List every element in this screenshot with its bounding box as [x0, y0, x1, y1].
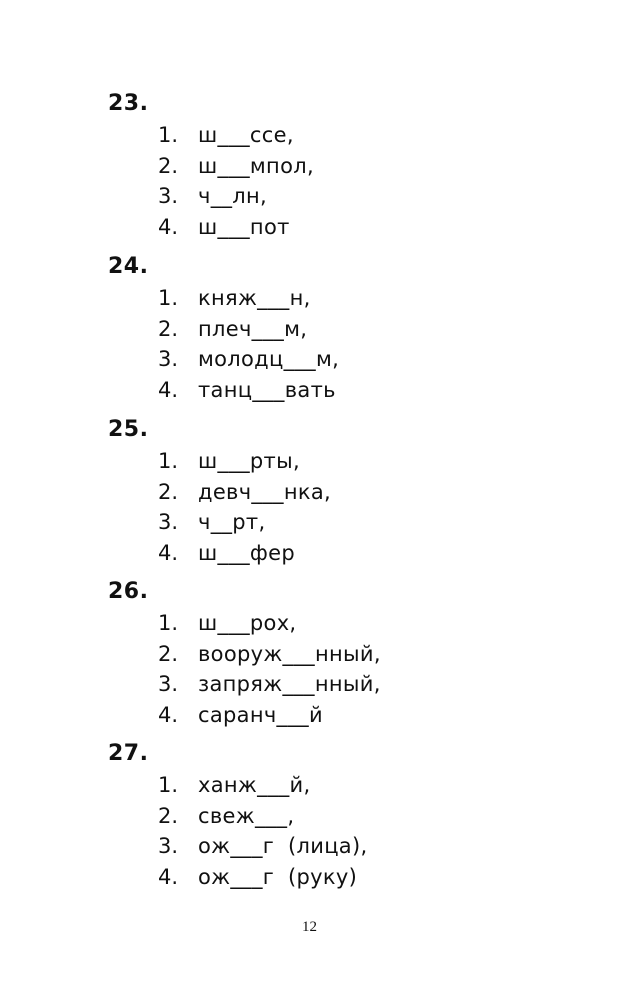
option-text: княж___н,: [198, 286, 311, 310]
option-text: ш___рты,: [198, 449, 300, 473]
option-text: молодц___м,: [198, 347, 340, 371]
option-text: свеж___,: [198, 803, 295, 828]
answer-option: [158, 283, 339, 314]
option-text: ож___г (руку): [198, 864, 358, 889]
page-number: 12: [302, 919, 317, 935]
answer-option: [158, 375, 339, 406]
option-text: ш___ссе,: [198, 123, 294, 147]
option-text: ш___мпол,: [198, 153, 314, 178]
option-number: 2.: [158, 803, 179, 828]
answer-option: [158, 608, 381, 639]
answer-options: [158, 608, 381, 730]
option-text: саранч___й: [198, 702, 323, 727]
answer-option: [158, 181, 314, 212]
answer-option: [158, 801, 367, 832]
answer-options: [158, 283, 339, 405]
option-number: 1.: [158, 286, 179, 310]
option-number: 3.: [158, 347, 179, 371]
answer-option: [158, 477, 331, 508]
option-text: плеч___м,: [198, 316, 308, 341]
exercise-number: 23.: [108, 91, 149, 116]
option-number: 3.: [158, 184, 179, 208]
answer-option: [158, 151, 314, 182]
option-text: ож___г (лица),: [198, 834, 368, 858]
option-text: танц___вать: [198, 377, 336, 402]
option-number: 3.: [158, 510, 179, 534]
option-number: 4.: [158, 377, 179, 402]
option-text: ш___фер: [198, 540, 296, 565]
answer-option: [158, 831, 367, 862]
option-number: 3.: [158, 834, 179, 858]
answer-option: [158, 507, 331, 538]
option-number: 3.: [158, 672, 179, 696]
answer-option: [158, 700, 381, 731]
option-text: ш___пот: [198, 214, 290, 239]
answer-option: [158, 862, 367, 893]
option-number: 4.: [158, 702, 179, 727]
option-text: ч__рт,: [198, 510, 266, 534]
exercise-number: 25.: [108, 417, 149, 442]
option-text: ч__лн,: [198, 184, 268, 208]
option-number: 2.: [158, 316, 179, 341]
answer-option: [158, 446, 331, 477]
answer-option: [158, 344, 339, 375]
exercise-number: 26.: [108, 579, 149, 604]
option-number: 2.: [158, 153, 179, 178]
answer-option: [158, 639, 381, 670]
option-number: 1.: [158, 773, 179, 797]
option-text: девч___нка,: [198, 479, 331, 504]
answer-option: [158, 538, 331, 569]
answer-option: [158, 669, 381, 700]
option-text: ш___рох,: [198, 611, 297, 635]
option-text: запряж___нный,: [198, 672, 381, 696]
option-number: 2.: [158, 479, 179, 504]
option-number: 2.: [158, 641, 179, 666]
exercise-number: 27.: [108, 741, 149, 766]
option-text: ханж___й,: [198, 773, 311, 797]
answer-options: [158, 770, 367, 892]
answer-option: [158, 212, 314, 243]
answer-option: [158, 120, 314, 151]
option-number: 4.: [158, 540, 179, 565]
exercise-number: 24.: [108, 254, 149, 279]
option-text: вооруж___нный,: [198, 641, 381, 666]
answer-option: [158, 314, 339, 345]
answer-option: [158, 770, 367, 801]
answer-options: [158, 446, 331, 568]
option-number: 1.: [158, 449, 179, 473]
option-number: 1.: [158, 611, 179, 635]
option-number: 1.: [158, 123, 179, 147]
answer-options: [158, 120, 314, 242]
option-number: 4.: [158, 864, 179, 889]
option-number: 4.: [158, 214, 179, 239]
